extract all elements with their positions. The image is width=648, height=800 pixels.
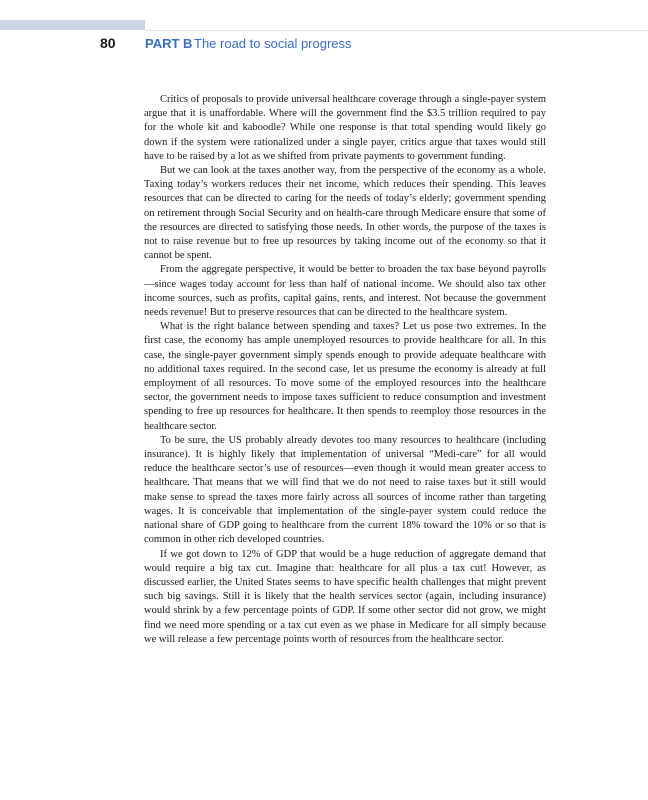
paragraph: If we got down to 12% of GDP that would be a huge reduction of aggregate demand that would require a big tax cut. Imagine that: healthcare for all plus a tax cut! However, as discussed earlier, the United States seems to have specific health challenges that might prevent such big savings. Still it is likely that the health services sector (again, including insurance) would shrink by a few percentage points of GDP. If some other sector did not grow, we might find we need more spending or a tax cut even as we phase in Medicare for all simply because we will release a few percentage points worth of resources from the healthcare sector. — [144, 548, 546, 645]
paragraph: To be sure, the US probably already devotes too many resources to healthcare (including insurance). It is highly likely that implementation of universal “Medi-care” for all would reduce the healthcare sector’s use of resources—even though it would mean greater access to healthcare. That means that we will find that we do not need to raise taxes but it still would make sense to spread the taxes more fairly across all sources of income rather than targeting wages. It is conceivable that implementation of the single-payer system could reduce the national share of GDP going to healthcare from the current 18% toward the 10% or so that is common in other rich developed countries. — [144, 434, 546, 546]
body-text — [144, 93, 546, 647]
paragraph: But we can look at the taxes another way, from the perspective of the economy as a whole. Taxing today’s workers reduces their net income, which reduces their spending. This leaves resources that can be directed to caring for the needs of today’s elderly; government spending on retirement through Social Security and on health-care through Medicare ensure that some of the resources are directed to satisfying those needs. In other words, the purpose of the taxes is not to raise revenue but to free up resources by taking income out of the economy so that it cannot be spent. — [144, 165, 546, 262]
running-header — [0, 35, 648, 55]
paragraph: What is the right balance between spending and taxes? Let us pose two extremes. In the first case, the economy has ample unemployed resources to provide healthcare for all. In this case, the single-payer government simply spends enough to provide adequate healthcare with no additional taxes required. In the second case, let us presume the economy is already at full employment of all resources. To move some of the employed resources into the healthcare sector, the government needs to impose taxes sufficient to reduce consumption and investment spending to free up resources for healthcare. It then spends to reemploy those resources in the healthcare sector. — [144, 321, 546, 432]
header-accent-bar — [0, 20, 145, 30]
header-rule — [145, 30, 648, 31]
part-title: The road to social progress — [194, 36, 352, 51]
part-label: PART B — [145, 36, 193, 51]
paragraph: From the aggregate perspective, it would be better to broaden the tax base beyond payrolls—since wages today account for less than half of national income. We should also tax other income sources, such as profits, capital gains, rents, and interest. Not because the government needs revenue! But to preserve resources that can be directed to the healthcare system. — [144, 264, 546, 319]
page-number: 80 — [100, 35, 116, 51]
paragraph: Critics of proposals to provide universal healthcare coverage through a single-payer system argue that it is unaffordable. Where will the government find the $3.5 trillion required to pay for the whole kit and kaboodle? While one response is that total spending would likely go down if the system were rationalized under a single payer, critics argue that taxes would still have to be raised by a lot as we shifted from private payments to government funding. — [144, 94, 546, 162]
